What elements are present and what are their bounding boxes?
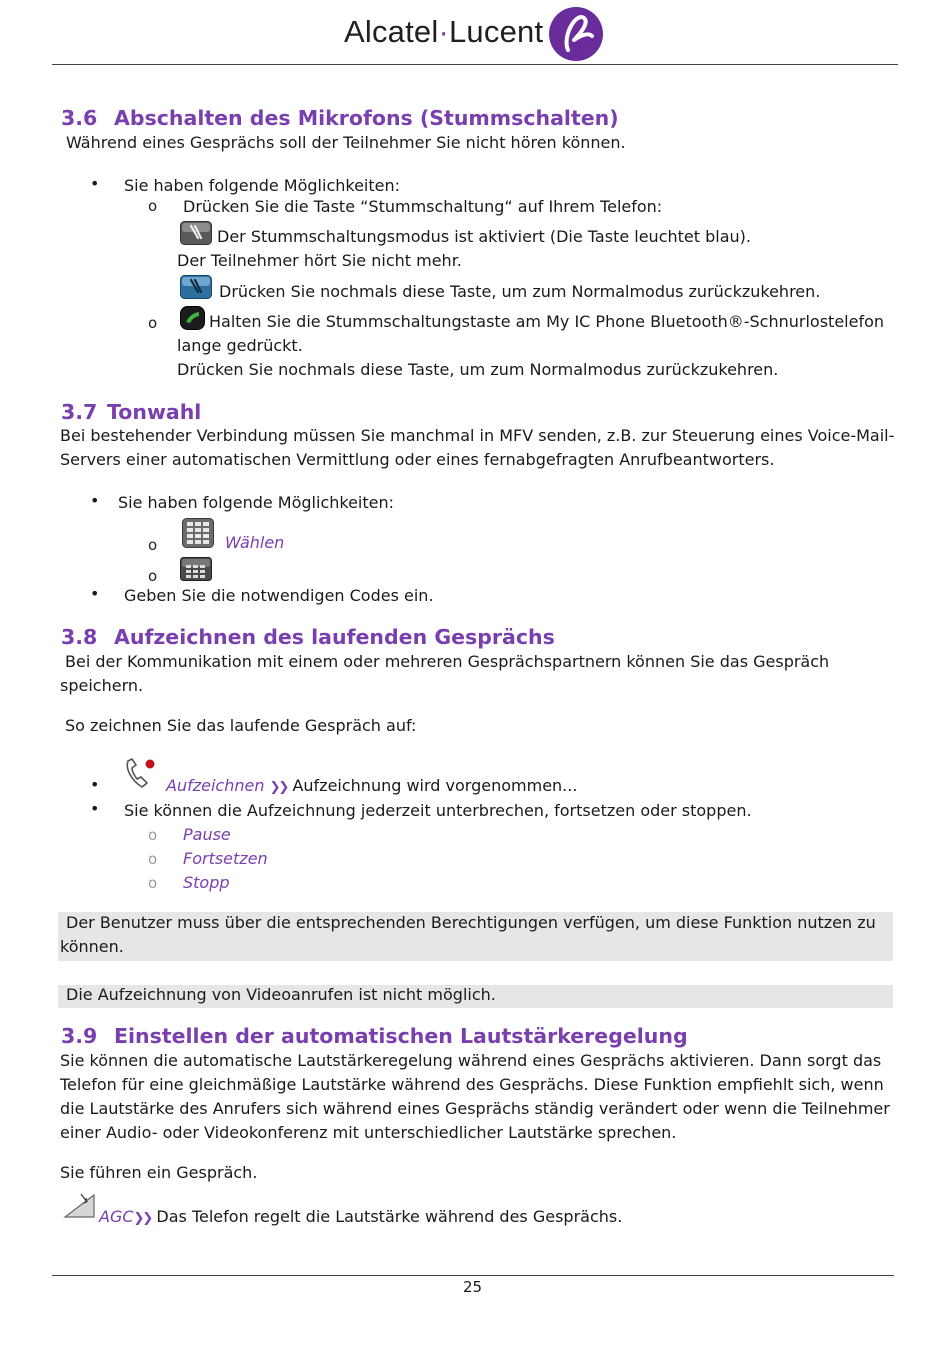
circle-bullet: o bbox=[148, 826, 158, 844]
section-3-7-heading bbox=[61, 400, 201, 424]
agc-result: Das Telefon regelt die Lautstärke während des Gesprächs. bbox=[156, 1207, 623, 1226]
header-rule bbox=[52, 64, 898, 65]
mute-key-active-icon bbox=[180, 275, 212, 299]
s38-intro-line1: Bei der Kommunikation mit einem oder mehreren Gesprächspartnern können Sie das Gespräch bbox=[65, 652, 830, 671]
circle-bullet: o bbox=[148, 850, 158, 868]
pause-label: Pause bbox=[183, 825, 231, 844]
s37-intro-line1: Bei bestehender Verbindung müssen Sie manchmal in MFV senden, z.B. zur Steuerung eines Voice-Mail- bbox=[60, 426, 895, 445]
bullet: • bbox=[90, 775, 100, 794]
section-number: 3.7 bbox=[61, 400, 98, 424]
bullet: • bbox=[90, 799, 100, 818]
record-icon bbox=[122, 757, 158, 791]
section-number: 3.6 bbox=[61, 106, 98, 130]
s36-opt2-line3: Drücken Sie nochmals diese Taste, um zum Normalmodus zurückzukehren. bbox=[177, 360, 779, 379]
circle-bullet: o bbox=[148, 314, 158, 332]
s36-opt1-line2: Der Teilnehmer hört Sie nicht mehr. bbox=[177, 251, 462, 270]
mute-key-icon bbox=[180, 221, 212, 245]
keypad-small-icon bbox=[180, 557, 212, 581]
s37-options-label: Sie haben folgende Möglichkeiten: bbox=[118, 493, 395, 512]
circle-bullet: o bbox=[148, 536, 158, 554]
s39-p2: Telefon für eine gleichmäßige Lautstärke während des Gesprächs. Diese Funktion empfiehlt sich, wenn bbox=[60, 1075, 884, 1094]
s38-interrupt: Sie können die Aufzeichnung jederzeit unterbrechen, fortsetzen oder stoppen. bbox=[124, 801, 752, 820]
dial-key-label: Wählen bbox=[225, 533, 285, 552]
stop-label: Stopp bbox=[183, 873, 230, 892]
alcatel-lucent-logo-icon bbox=[548, 6, 604, 62]
note1-line2: können. bbox=[60, 937, 124, 956]
chevron-right-icon: ❯❯ bbox=[269, 780, 288, 795]
section-3-6-heading bbox=[61, 106, 619, 130]
note1-line1: Der Benutzer muss über die entsprechenden Berechtigungen verfügen, um diese Funktion nutzen zu bbox=[66, 913, 876, 932]
circle-bullet: o bbox=[148, 197, 158, 215]
section-title: Abschalten des Mikrofons (Stummschalten) bbox=[114, 106, 619, 130]
s38-how: So zeichnen Sie das laufende Gespräch auf: bbox=[65, 716, 417, 735]
section-title: Einstellen der automatischen Lautstärkeregelung bbox=[114, 1024, 688, 1048]
section-title: Tonwahl bbox=[107, 400, 202, 424]
s37-codes: Geben Sie die notwendigen Codes ein. bbox=[124, 586, 434, 605]
s36-opt1-line3: Drücken Sie nochmals diese Taste, um zum Normalmodus zurückzukehren. bbox=[219, 282, 821, 301]
s39-p4: einer Audio- oder Videokonferenz mit unterschiedlicher Lautstärke sprechen. bbox=[60, 1123, 677, 1142]
bullet: • bbox=[90, 491, 100, 510]
s36-opt1: Drücken Sie die Taste “Stummschaltung“ auf Ihrem Telefon: bbox=[183, 197, 663, 216]
s39-p1: Sie können die automatische Lautstärkeregelung während eines Gesprächs aktivieren. Dann sorgt das bbox=[60, 1051, 882, 1070]
brand-right: Lucent bbox=[448, 14, 544, 49]
s36-opt1-line1: Der Stummschaltungsmodus ist aktiviert (Die Taste leuchtet blau). bbox=[217, 227, 751, 246]
resume-label: Fortsetzen bbox=[183, 849, 268, 868]
s37-intro-line2: Servers einer automatischen Vermittlung oder eines fernabgefragten Anrufbeantworters. bbox=[60, 450, 775, 469]
s38-intro-line2: speichern. bbox=[60, 676, 144, 695]
chevron-right-icon: ❯❯ bbox=[133, 1211, 152, 1226]
circle-bullet: o bbox=[148, 567, 158, 585]
handset-key-icon bbox=[180, 306, 205, 330]
brand-left: Alcatel bbox=[344, 14, 439, 49]
section-number: 3.8 bbox=[61, 625, 98, 649]
brand-dot: · bbox=[438, 14, 449, 49]
agc-icon bbox=[63, 1192, 97, 1220]
bullet: • bbox=[90, 174, 100, 193]
note2: Die Aufzeichnung von Videoanrufen ist nicht möglich. bbox=[66, 985, 496, 1004]
agc-line bbox=[99, 1205, 622, 1231]
record-key-label: Aufzeichnen bbox=[166, 776, 265, 795]
section-3-9-heading bbox=[61, 1024, 688, 1048]
s39-p3: die Lautstärke des Anrufers sich während eines Gesprächs ständig verändert oder wenn die Teilnehmer bbox=[60, 1099, 890, 1118]
footer-rule bbox=[52, 1275, 894, 1276]
record-line bbox=[166, 774, 577, 800]
agc-key-label: AGC bbox=[99, 1207, 134, 1226]
s36-intro: Während eines Gesprächs soll der Teilnehmer Sie nicht hören können. bbox=[66, 133, 626, 152]
s39-call: Sie führen ein Gespräch. bbox=[60, 1163, 258, 1182]
section-3-8-heading bbox=[61, 625, 555, 649]
s36-options-label: Sie haben folgende Möglichkeiten: bbox=[124, 176, 401, 195]
s36-opt2-line2: lange gedrückt. bbox=[177, 336, 303, 355]
circle-bullet: o bbox=[148, 874, 158, 892]
page-number: 25 bbox=[463, 1278, 483, 1296]
keypad-icon bbox=[182, 518, 214, 548]
bullet: • bbox=[90, 584, 100, 603]
s36-opt2-line1: Halten Sie die Stummschaltungstaste am My IC Phone Bluetooth®-Schnurlostelefon bbox=[209, 312, 885, 331]
section-number: 3.9 bbox=[61, 1024, 98, 1048]
section-title: Aufzeichnen des laufenden Gesprächs bbox=[114, 625, 555, 649]
record-result: Aufzeichnung wird vorgenommen... bbox=[292, 776, 578, 795]
brand-wordmark bbox=[344, 14, 543, 50]
